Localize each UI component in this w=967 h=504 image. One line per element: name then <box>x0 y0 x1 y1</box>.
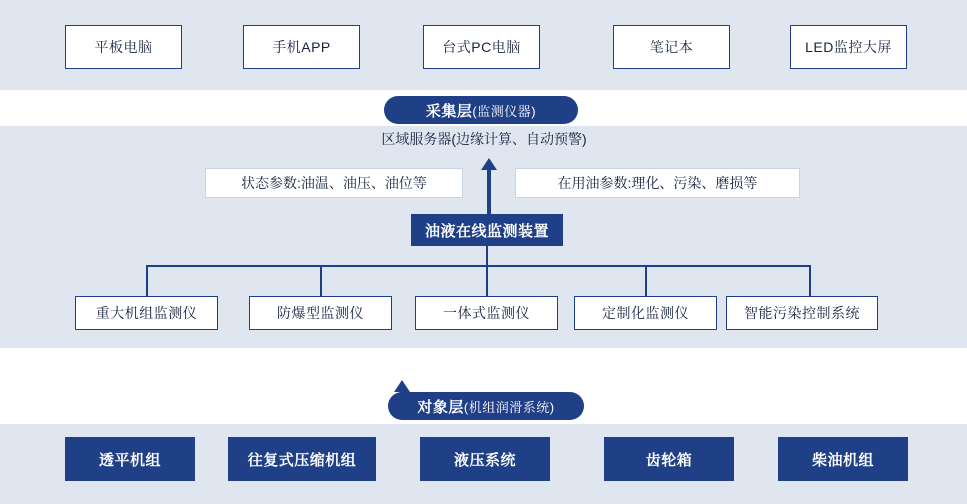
object-label: 往复式压缩机组 <box>247 451 357 469</box>
connector-branch-2 <box>320 265 322 297</box>
object-box-hydraulic-system[interactable] <box>420 437 550 481</box>
layer-pill-object-sub: (机组润滑系统) <box>463 399 555 415</box>
connector-branch-5 <box>809 265 811 297</box>
monitor-label: 定制化监测仪 <box>602 305 689 321</box>
terminal-label: 平板电脑 <box>94 39 153 55</box>
terminal-box-led-screen[interactable] <box>790 25 907 69</box>
param-group-status <box>205 168 463 198</box>
object-box-reciprocating-compressor[interactable] <box>228 437 376 481</box>
connector-core-to-server <box>487 170 491 215</box>
monitor-label: 智能污染控制系统 <box>744 305 860 321</box>
object-label: 透平机组 <box>98 451 161 469</box>
monitor-box-smart-contamination-control[interactable] <box>726 296 878 330</box>
terminal-box-tablet[interactable] <box>65 25 182 69</box>
regional-server-label <box>364 128 604 150</box>
terminal-box-laptop[interactable] <box>613 25 730 69</box>
core-device-label: 油液在线监测装置 <box>424 222 549 240</box>
terminal-label: 台式PC电脑 <box>442 39 521 55</box>
regional-server-text: 区域服务器(边缘计算、自动预警) <box>381 131 587 147</box>
monitor-label: 重大机组监测仪 <box>95 305 198 321</box>
terminal-label: LED监控大屏 <box>805 39 892 55</box>
connector-branch-1 <box>146 265 148 297</box>
connector-monitor-bus <box>146 265 810 267</box>
monitor-label: 防爆型监测仪 <box>277 305 364 321</box>
layer-pill-collection <box>384 96 578 124</box>
monitor-box-explosion-proof[interactable] <box>249 296 392 330</box>
object-box-diesel-unit[interactable] <box>778 437 908 481</box>
param-group-oil <box>515 168 800 198</box>
connector-core-stem <box>486 246 488 266</box>
monitor-box-customized[interactable] <box>574 296 717 330</box>
core-device-box[interactable] <box>411 214 563 246</box>
connector-branch-3 <box>486 265 488 297</box>
terminal-label: 手机APP <box>272 39 331 55</box>
object-label: 齿轮箱 <box>645 451 693 469</box>
object-label: 液压系统 <box>453 451 516 469</box>
terminal-box-desktop-pc[interactable] <box>423 25 540 69</box>
arrow-up-core-to-server <box>481 158 497 170</box>
layer-pill-object <box>388 392 584 420</box>
terminal-box-mobile-app[interactable] <box>243 25 360 69</box>
layer-pill-object-name: 对象层 <box>417 398 464 416</box>
object-box-turbine-unit[interactable] <box>65 437 195 481</box>
connector-branch-4 <box>645 265 647 297</box>
layer-pill-collection-name: 采集层 <box>425 102 473 120</box>
arrow-up-object-to-collection <box>394 380 410 392</box>
object-box-gearbox[interactable] <box>604 437 734 481</box>
object-label: 柴油机组 <box>811 451 874 469</box>
monitor-label: 一体式监测仪 <box>443 305 530 321</box>
monitor-box-major-unit[interactable] <box>75 296 218 330</box>
layer-pill-collection-sub: (监测仪器) <box>472 103 537 119</box>
monitor-box-integrated[interactable] <box>415 296 558 330</box>
terminal-label: 笔记本 <box>649 39 694 55</box>
param-group-status-label: 状态参数:油温、油压、油位等 <box>241 175 427 191</box>
param-group-oil-label: 在用油参数:理化、污染、磨损等 <box>557 175 758 191</box>
